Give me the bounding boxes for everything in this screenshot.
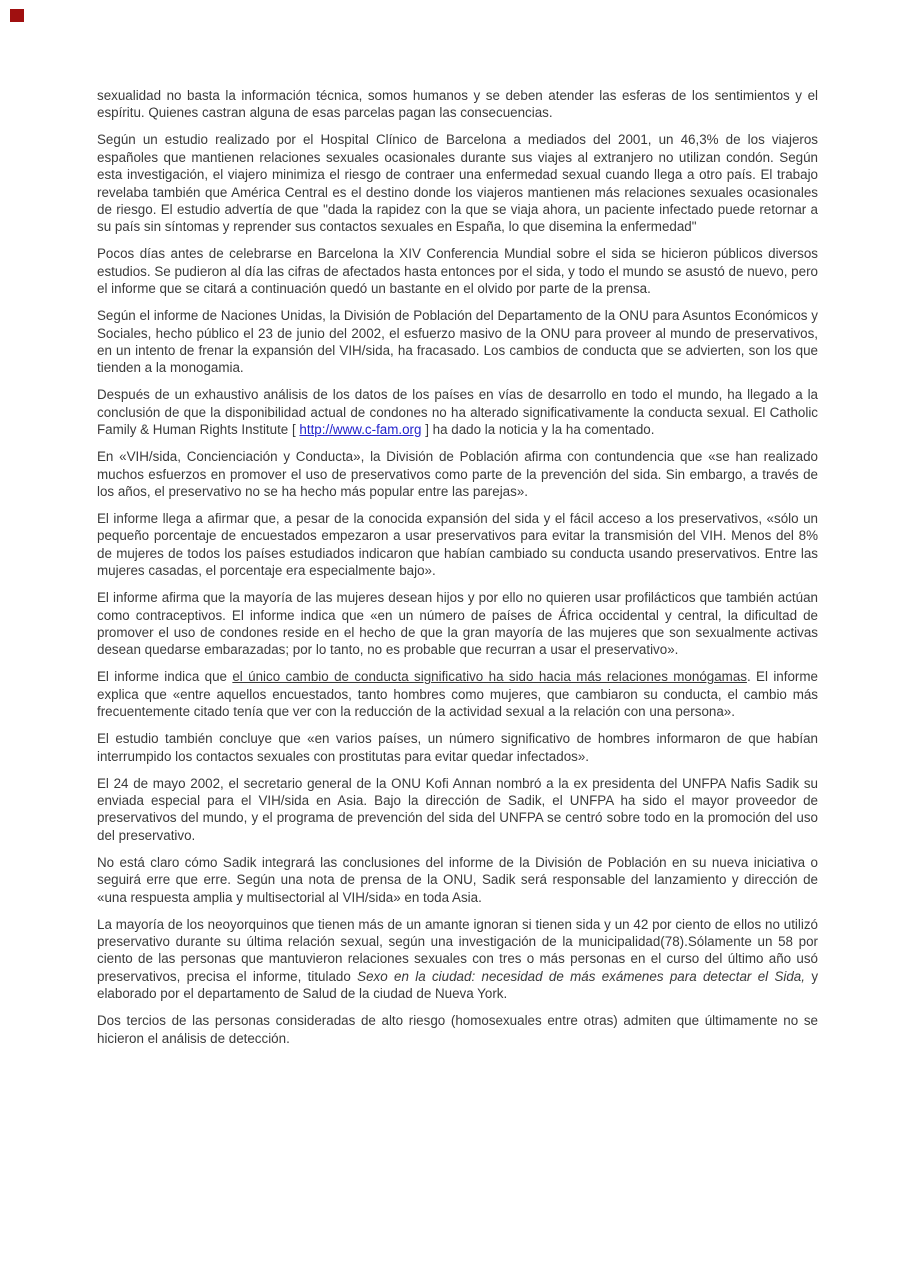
text-run: ] ha dado la noticia y la ha comentado. <box>421 422 655 438</box>
text-run: sexualidad no basta la información técnica, somos humanos y se deben atender las esferas de los sentimientos y el espíritu. Quienes castran alguna de esas parcelas pagan las consecuencias. <box>97 88 818 121</box>
c-fam-link[interactable]: http://www.c-fam.org <box>299 422 422 438</box>
document-body <box>97 87 818 1047</box>
paragraph-6 <box>97 448 818 500</box>
text-run: Después de un exhaustivo análisis de los datos de los países en vías de desarrollo en todo el mundo, ha llegado a la conclusión de que la disponibilidad actual de condones no ha alterado significativamente la conducta sexual. El Catholic Family & Human Rights Institute [ <box>97 387 818 438</box>
text-run: El informe indica que <box>97 669 233 685</box>
paragraph-12 <box>97 854 818 906</box>
text-run: El informe llega a afirmar que, a pesar de la conocida expansión del sida y el fácil acceso a los preservativos, «sólo un pequeño porcentaje de encuestados empezaron a usar preservativos para evitar la transmisión del VIH. Menos del 8% de mujeres de todos los países estudiados indicaron que habían cambiado su conducta usando preservativos. Entre las mujeres casadas, el porcentaje era especialmente bajo». <box>97 511 818 579</box>
paragraph-13 <box>97 916 818 1003</box>
report-title-italic: Sexo en la ciudad: necesidad de más exámenes para detectar el Sida, <box>357 968 805 984</box>
underlined-phrase: el único cambio de conducta significativo ha sido hacia más relaciones monógamas <box>232 669 747 685</box>
text-run: El informe afirma que la mayoría de las mujeres desean hijos y por ello no quieren usar profilácticos que también actúan como contraceptivos. El informe indica que «en un número de países de África occidental y central, la dificultad de promover el uso de condones reside en el hecho de que la gran mayoría de las mujeres que son sexualmente activas desean quedarse embarazadas; por lo tanto, no es probable que recurran a usar el preservativo». <box>97 590 818 658</box>
paragraph-7 <box>97 510 818 579</box>
text-run: Pocos días antes de celebrarse en Barcelona la XIV Conferencia Mundial sobre el sida se hicieron públicos diversos estudios. Se pudieron al día las cifras de afectados hasta entonces por el sida, y todo el mundo se asustó de nuevo, pero el informe que se citará a continuación quedó un bastante en el olvido por parte de la prensa. <box>97 246 818 297</box>
paragraph-2 <box>97 131 818 235</box>
paragraph-5 <box>97 386 818 438</box>
paragraph-10 <box>97 730 818 765</box>
text-run: No está claro cómo Sadik integrará las conclusiones del informe de la División de Población en su nueva iniciativa o seguirá erre que erre. Según una nota de prensa de la ONU, Sadik será responsable del lanzamiento y dirección de «una respuesta amplia y multisectorial al VIH/sida» en toda Asia. <box>97 854 818 905</box>
text-run: El 24 de mayo 2002, el secretario general de la ONU Kofi Annan nombró a la ex presidenta del UNFPA Nafis Sadik su enviada especial para el VIH/sida en Asia. Bajo la dirección de Sadik, el UNFPA ha sido el mayor proveedor de preservativos del mundo, y el programa de prevención del sida del UNFPA se centró sobre todo en la promoción del uso del preservativo. <box>97 775 818 843</box>
paragraph-8 <box>97 589 818 658</box>
paragraph-14 <box>97 1012 818 1047</box>
paragraph-4 <box>97 307 818 376</box>
text-run: Según un estudio realizado por el Hospital Clínico de Barcelona a mediados del 2001, un 46,3% de los viajeros españoles que mantienen relaciones sexuales ocasionales durante sus viajes al extranjero no utilizan condón. Según esta investigación, el viajero minimiza el riesgo de contraer una enfermedad sexual cuando llega a otro país. El trabajo revelaba también que América Central es el destino donde los viajeros mantienen más relaciones sexuales ocasionales de riesgo. El estudio advertía de que "dada la rapidez con la que se viaja ahora, un paciente infectado puede retornar a su país sin síntomas y reprender sus contactos sexuales en España, lo que disemina la enfermedad" <box>97 132 818 235</box>
paragraph-11 <box>97 775 818 844</box>
text-run: y elaborado por el departamento de Salud de la ciudad de Nueva York. <box>97 968 819 1002</box>
text-run: El estudio también concluye que «en varios países, un número significativo de hombres informaron de que habían interrumpido los contactos sexuales con prostitutas para evitar quedar infectados». <box>97 731 818 764</box>
text-run: En «VIH/sida, Concienciación y Conducta», la División de Población afirma con contundencia que «se han realizado muchos esfuerzos en promover el uso de preservativos como parte de la prevención del sida. Sin embargo, a través de los años, el preservativo no se ha hecho más popular entre las parejas». <box>97 449 818 499</box>
text-run: . El informe explica que «entre aquellos encuestados, tanto hombres como mujeres, que cambiaron su conducta, el cambio más frecuentemente citado tenía que ver con la reducción de la actividad sexual a la relación con una persona». <box>97 669 818 720</box>
text-run: Dos tercios de las personas consideradas de alto riesgo (homosexuales entre otras) admiten que últimamente no se hicieron el análisis de detección. <box>97 1013 818 1046</box>
paragraph-1 <box>97 87 818 122</box>
text-run: La mayoría de los neoyorquinos que tienen más de un amante ignoran si tienen sida y un 42 por ciento de ellos no utilizó preservativo durante su última relación sexual, según una investigación de la municipalidad(78).Sólamente un 58 por ciento de las personas que mantuvieron relaciones sexuales con tres o más personas en el curso del último año usó preservativos, precisa el informe, titulado <box>97 916 818 984</box>
paragraph-3 <box>97 245 818 297</box>
paragraph-9 <box>97 668 818 720</box>
red-square-marker <box>10 9 24 22</box>
text-run: Según el informe de Naciones Unidas, la División de Población del Departamento de la ONU para Asuntos Económicos y Sociales, hecho público el 23 de junio del 2002, el esfuerzo masivo de la ONU para proveer al mundo de preservativos, en un intento de frenar la expansión del VIH/sida, ha fracasado. Los cambios de conducta que se advierten, son los que tienden a la monogamia. <box>97 308 818 376</box>
